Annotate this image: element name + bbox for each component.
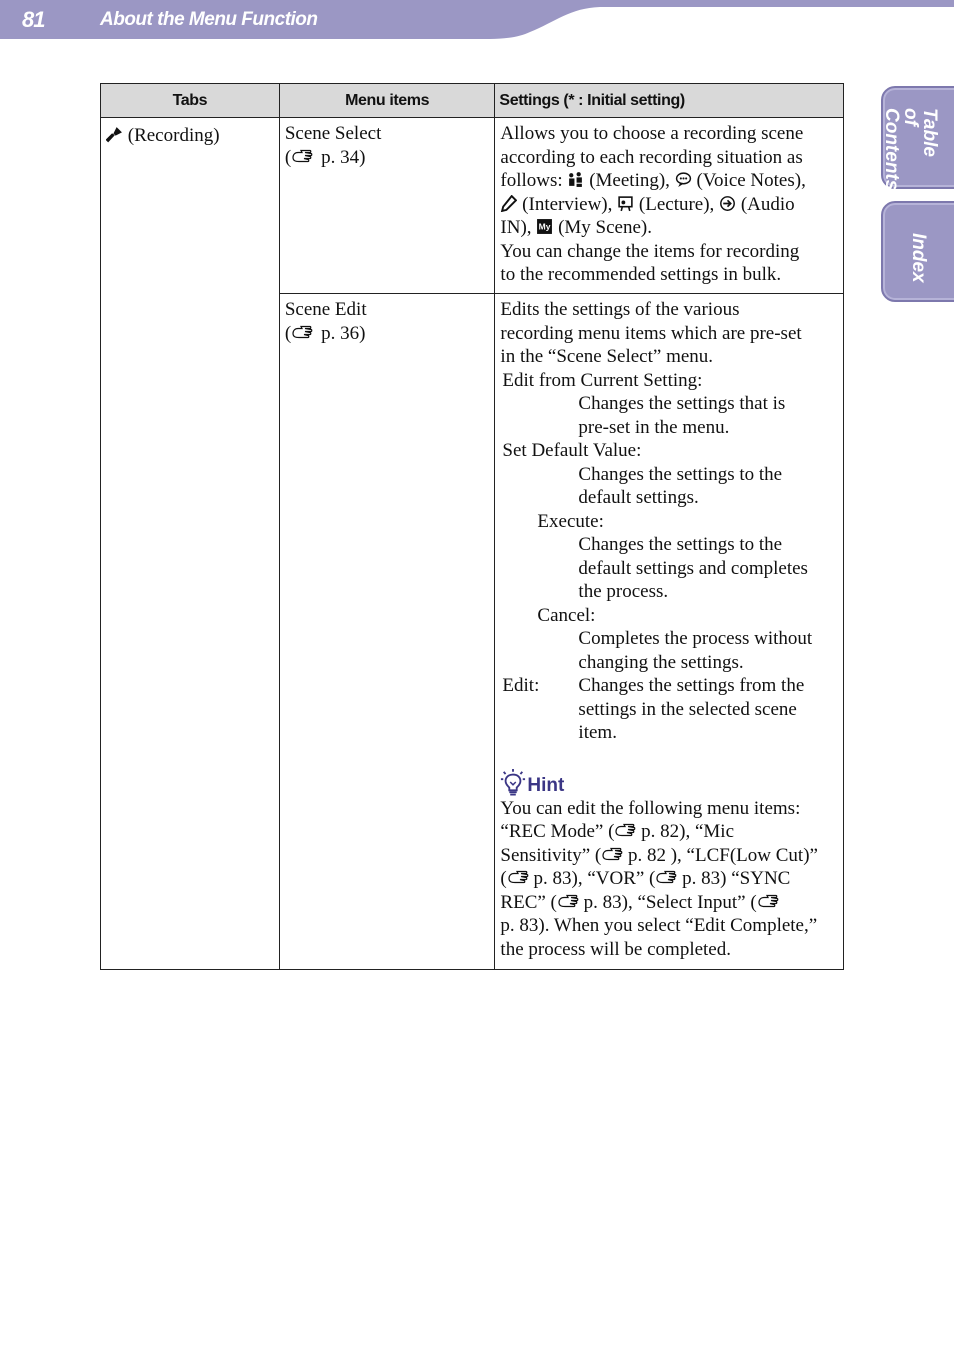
option-cancel: Cancel:	[537, 604, 596, 626]
menu-function-table	[100, 83, 844, 970]
table-of-contents-tab[interactable]	[881, 86, 954, 189]
table-header-row	[101, 84, 844, 118]
hint-heading	[500, 767, 838, 797]
pointing-hand-icon	[557, 893, 579, 910]
header-settings: Settings (* : Initial setting)	[495, 84, 844, 118]
page-number: 81	[22, 7, 45, 32]
interview-icon	[500, 195, 517, 212]
header-tabs: Tabs	[101, 84, 280, 118]
page-reference[interactable]: ( p. 36)	[284, 322, 366, 344]
lecture-icon	[617, 195, 634, 212]
header-menu-items: Menu items	[279, 84, 495, 118]
settings-scene-select: Allows you to choose a recording scene according to each recording situation as follows: (Meeting), (Voice Notes), (Interview), (Lecture), (Audio IN), (My Scene). You can change the items for recording to the recommended settings in bulk.	[495, 118, 844, 294]
menu-item-name: Scene Edit	[284, 299, 367, 320]
settings-scene-edit: Edits the settings of the various recording menu items which are pre-set in the “Scene Select” menu. Edit from Current Setting: Changes the settings that is pre-set in the menu. Set Default Value: Changes the settings to the default settings. Execute: Changes the settings to the default settings and completes the process. Cancel: Completes the process without changing the settings. Edit: Changes the settings from the settings in the selected scene item. Hint You can edit the following menu items: “REC Mode” ( p. 82), “Mic Sensitivity” ( p. 82 ), “LCF(Low Cut)” ( p. 83), “VOR” ( p. 83) “SYNC REC” ( p. 83), “Select Input” ( p. 83). When you select “Edit Complete,” the process will be completed.	[495, 294, 844, 970]
menu-item-name: Scene Select	[284, 123, 382, 144]
menu-item-scene-select	[279, 118, 495, 294]
option-set-default: Set Default Value:	[502, 440, 642, 461]
pointing-hand-icon	[291, 148, 313, 165]
hint-label: Hint	[527, 774, 565, 796]
menu-item-scene-edit	[279, 294, 495, 970]
tab-cell-recording	[101, 118, 280, 970]
table-row	[101, 118, 844, 294]
index-label: Index	[908, 233, 929, 283]
page-header	[0, 0, 954, 40]
table-of-contents-label: Table of Contents	[881, 108, 940, 191]
pointing-hand-icon	[291, 324, 313, 341]
page-reference[interactable]: ( p. 34)	[284, 146, 366, 168]
pointing-hand-icon	[757, 893, 779, 910]
pointing-hand-icon	[655, 869, 677, 886]
meeting-icon	[567, 171, 584, 188]
pointing-hand-icon	[601, 846, 623, 863]
light-bulb-icon	[500, 767, 526, 797]
my-scene-icon	[536, 218, 553, 235]
pointing-hand-icon	[614, 822, 636, 839]
microphone-icon	[106, 126, 123, 143]
tab-label: (Recording)	[127, 125, 220, 146]
pointing-hand-icon	[507, 869, 529, 886]
audio-in-icon	[719, 195, 736, 212]
section-title: About the Menu Function	[100, 9, 318, 30]
voice-notes-icon	[675, 171, 692, 188]
option-execute: Execute:	[537, 510, 604, 532]
option-edit: Edit: Changes the settings from the	[502, 675, 805, 696]
index-tab[interactable]	[881, 201, 954, 302]
option-edit-from-current: Edit from Current Setting:	[502, 369, 703, 391]
